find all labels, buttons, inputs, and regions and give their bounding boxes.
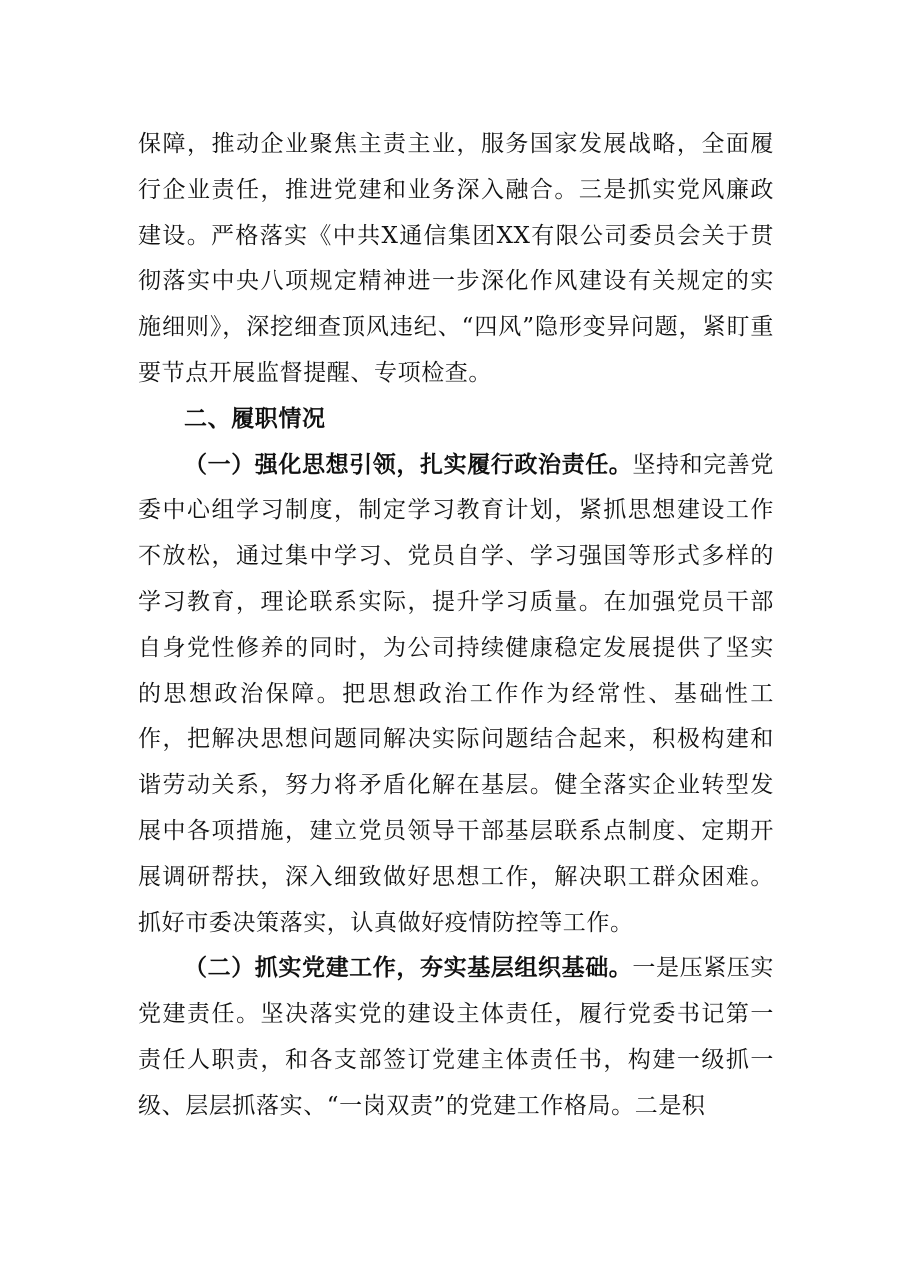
paragraph-party-building <box>138 946 774 1129</box>
document-body <box>138 122 774 1130</box>
subsection-title-party-building: （二）抓实党建工作，夯实基层组织基础。 <box>184 955 633 982</box>
paragraph-ideological-leadership <box>138 443 774 947</box>
section-heading-duty-performance: 二、履职情况 <box>184 405 326 432</box>
paragraph-text-party-building: 一是压紧压实党建责任。坚决落实党的建设主体责任，履行党委书记第一责任人职责，和各支部签订党建主体责任书，构建一级抓一级、层层抓落实、“一岗双责”的党建工作格局。二是积 <box>138 955 775 1119</box>
subsection-title-ideological-leadership: （一）强化思想引领，扎实履行政治责任。 <box>184 451 633 478</box>
paragraph-text-ideological-leadership: 坚持和完善党委中心组学习制度，制定学习教育计划，紧抓思想建设工作不放松，通过集中学习、党员自学、学习强国等形式多样的学习教育，理论联系实际，提升学习质量。在加强党员干部自身党性修养的同时，为公司持续健康稳定发展提供了坚实的思想政治保障。把思想政治工作作为经常性、基础性工作，把解决思想问题同解决实际问题结合起来，积极构建和谐劳动关系，努力将矛盾化解在基层。健全落实企业转型发展中各项措施，建立党员领导干部基层联系点制度、定期开展调研帮扶，深入细致做好思想工作，解决职工群众困难。抓好市委决策落实，认真做好疫情防控等工作。 <box>138 451 775 936</box>
paragraph-party-conduct: 保障，推动企业聚焦主责主业，服务国家发展战略，全面履行企业责任，推进党建和业务深入融合。三是抓实党风廉政建设。严格落实《中共X通信集团XX有限公司委员会关于贯彻落实中央八项规定精神进一步深化作风建设有关规定的实施细则》，深挖细查顶风违纪、“四风”隐形变异问题，紧盯重要节点开展监督提醒、专项检查。 <box>138 131 774 386</box>
